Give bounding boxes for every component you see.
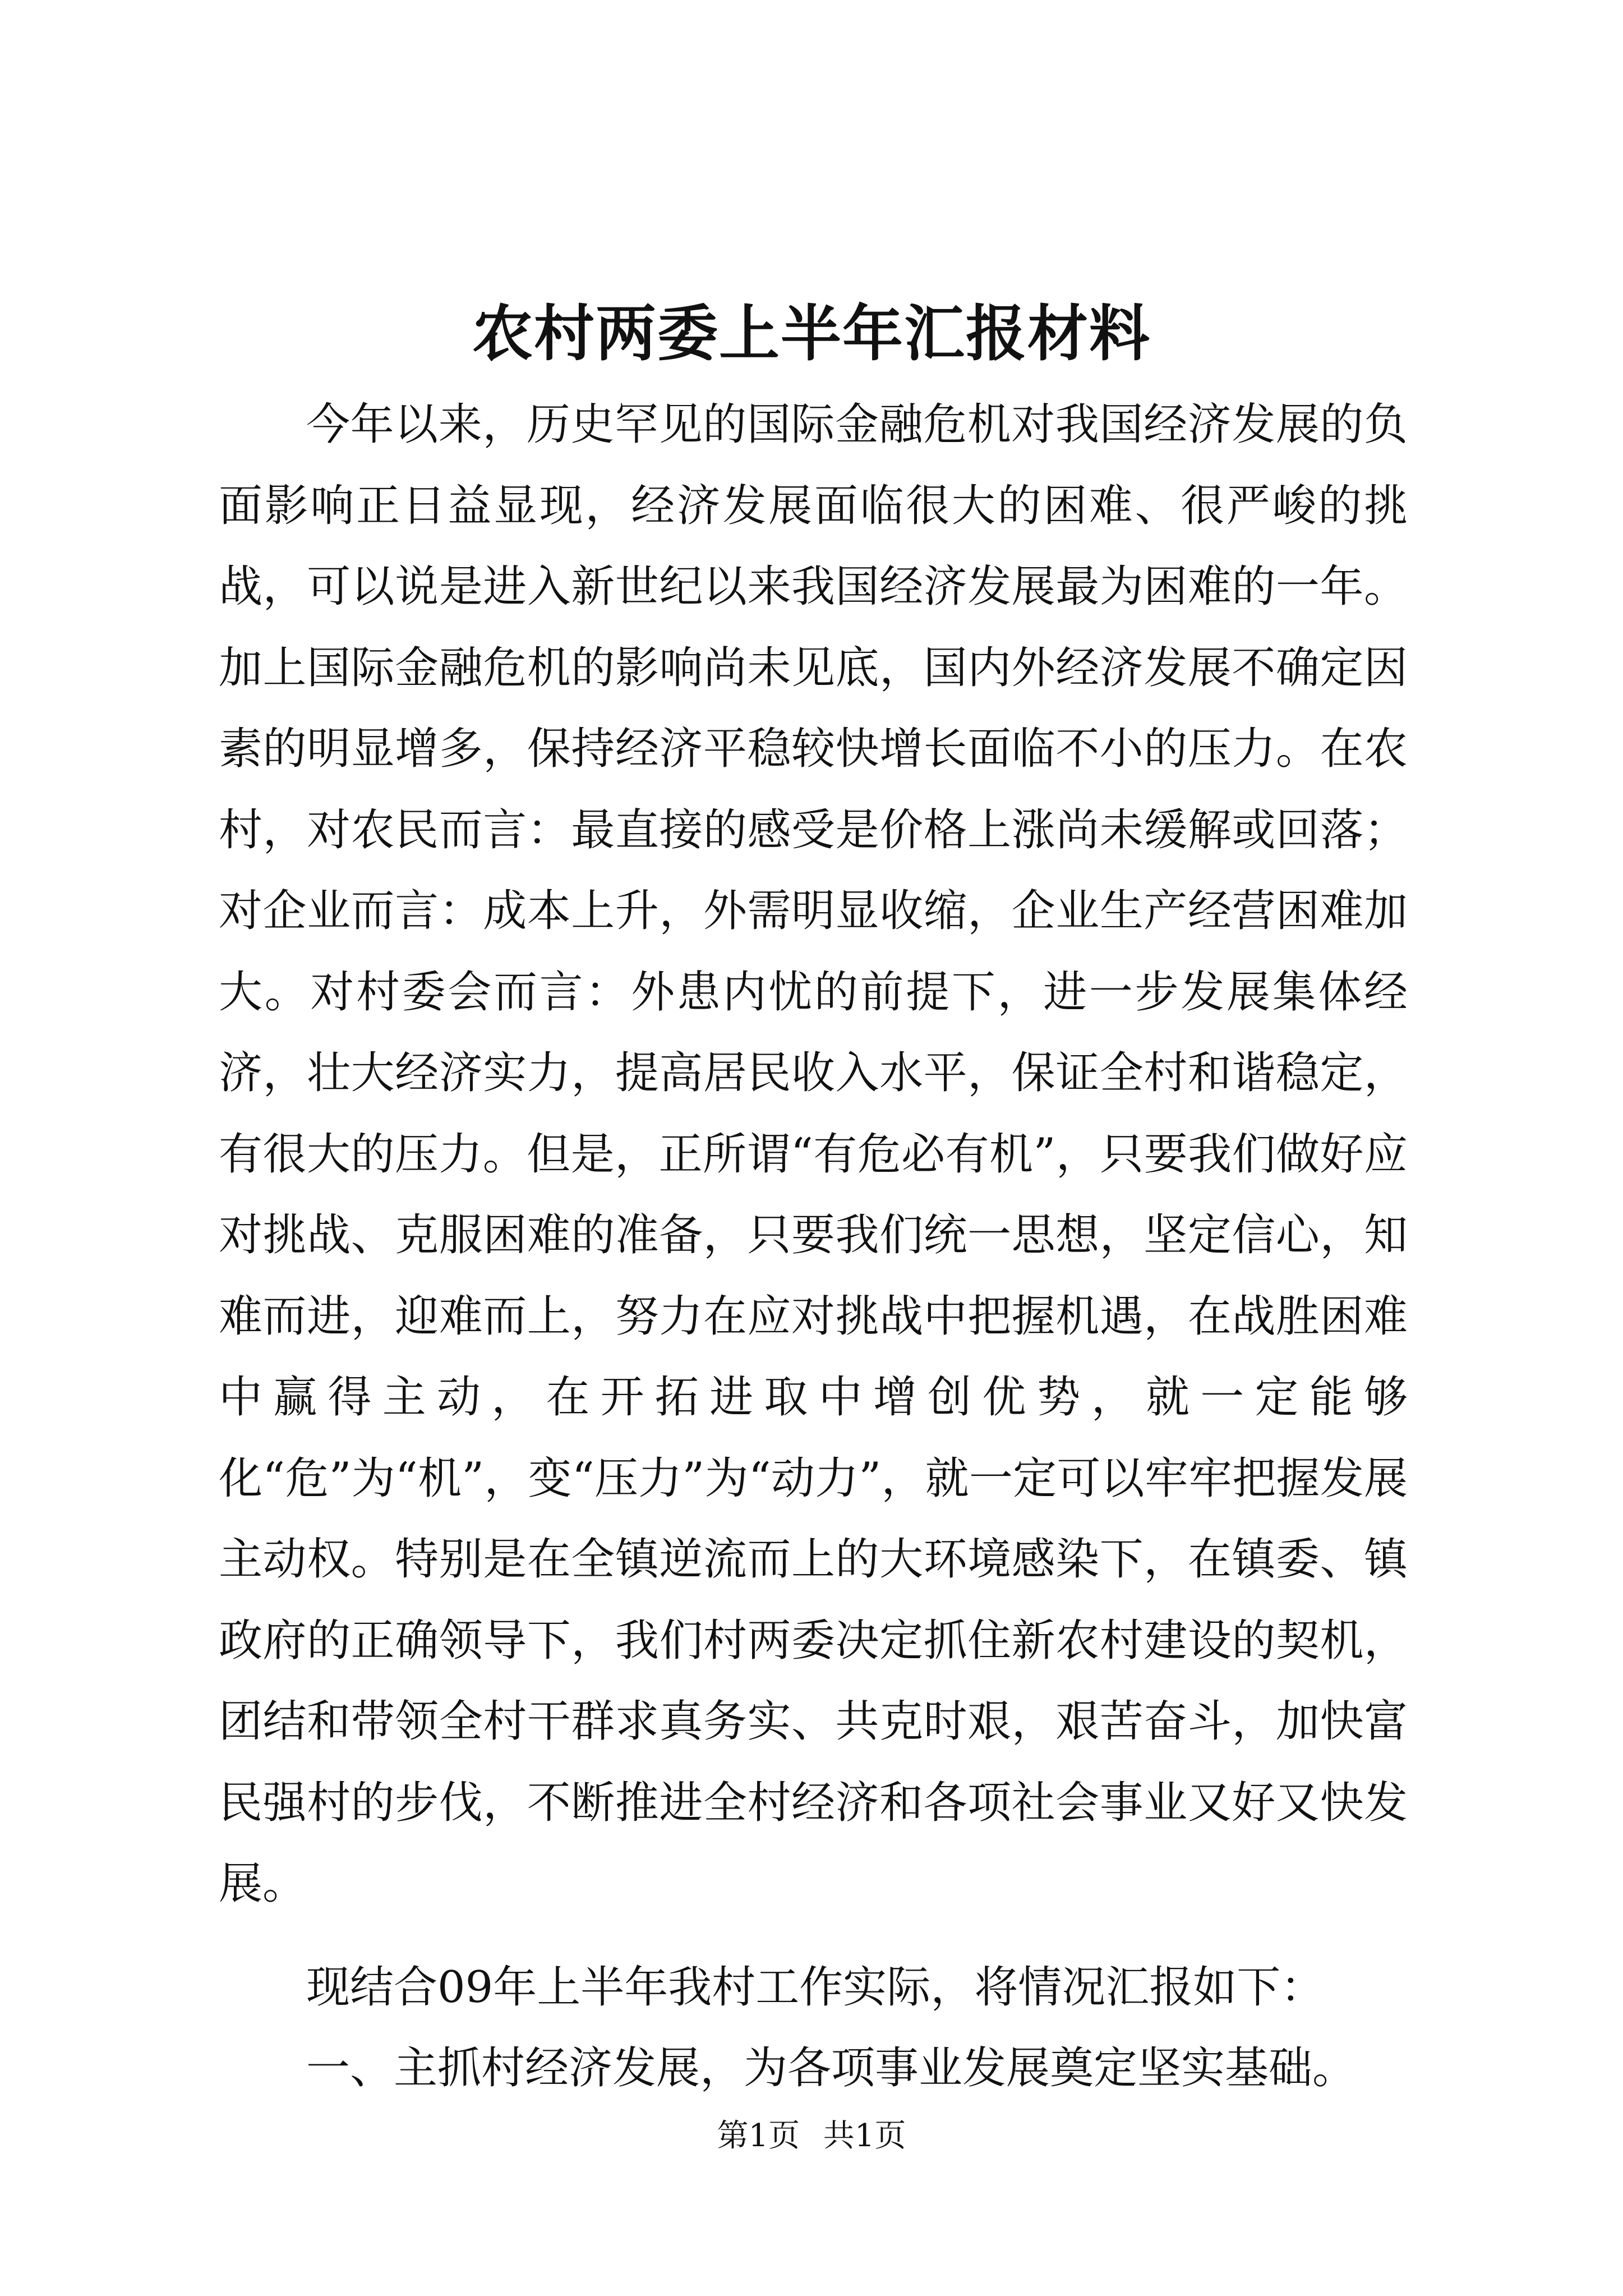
page-number: 第1页 bbox=[717, 2118, 800, 2154]
body-paragraph-section-one: 一、主抓村经济发展，为各项事业发展奠定坚实基础。 bbox=[306, 2043, 1357, 2093]
body-paragraph-intro: 今年以来，历史罕见的国际金融危机对我国经济发展的负面影响正日益显现，经济发展面临很大的困难、很严峻的挑战，可以说是进入新世纪以来我国经济发展最为困难的一年。加上国际金融危机的影响尚未见底，国内外经济发展不确定因素的明显增多，保持经济平稳较快增长面临不小的压力。在农村，对农民而言：最直接的感受是价格上涨尚未缓解或回落；对企业而言：成本上升，外需明显收缩，企业生产经营困难加大。对村委会而言：外患内忧的前提下，进一步发展集体经济，壮大经济实力，提高居民收入水平，保证全村和谐稳定，有很大的压力。但是，正所谓“有危必有机”，只要我们做好应对挑战、克服困难的准备，只要我们统一思想，坚定信心，知难而进，迎难而上，努力在应对挑战中把握机遇，在战胜困难中赢得主动，在开拓进取中增创优势，就一定能够化“危”为“机”，变“压力”为“动力”，就一定可以牢牢把握发展主动权。特别是在全镇逆流而上的大环境感染下，在镇委、镇政府的正确领导下，我们村两委决定抓住新农村建设的契机，团结和带领全村干群求真务实、共克时艰，艰苦奋斗，加快富民强村的步伐，不断推进全村经济和各项社会事业又好又快发展。 bbox=[219, 399, 1408, 1909]
document-title: 农村两委上半年汇报材料 bbox=[472, 298, 1151, 369]
document-body bbox=[219, 384, 1408, 2109]
page-footer bbox=[0, 2114, 1623, 2159]
page-total: 共1页 bbox=[823, 2118, 906, 2154]
body-paragraph-summary: 现结合09年上半年我村工作实际，将情况汇报如下： bbox=[306, 1962, 1325, 2013]
